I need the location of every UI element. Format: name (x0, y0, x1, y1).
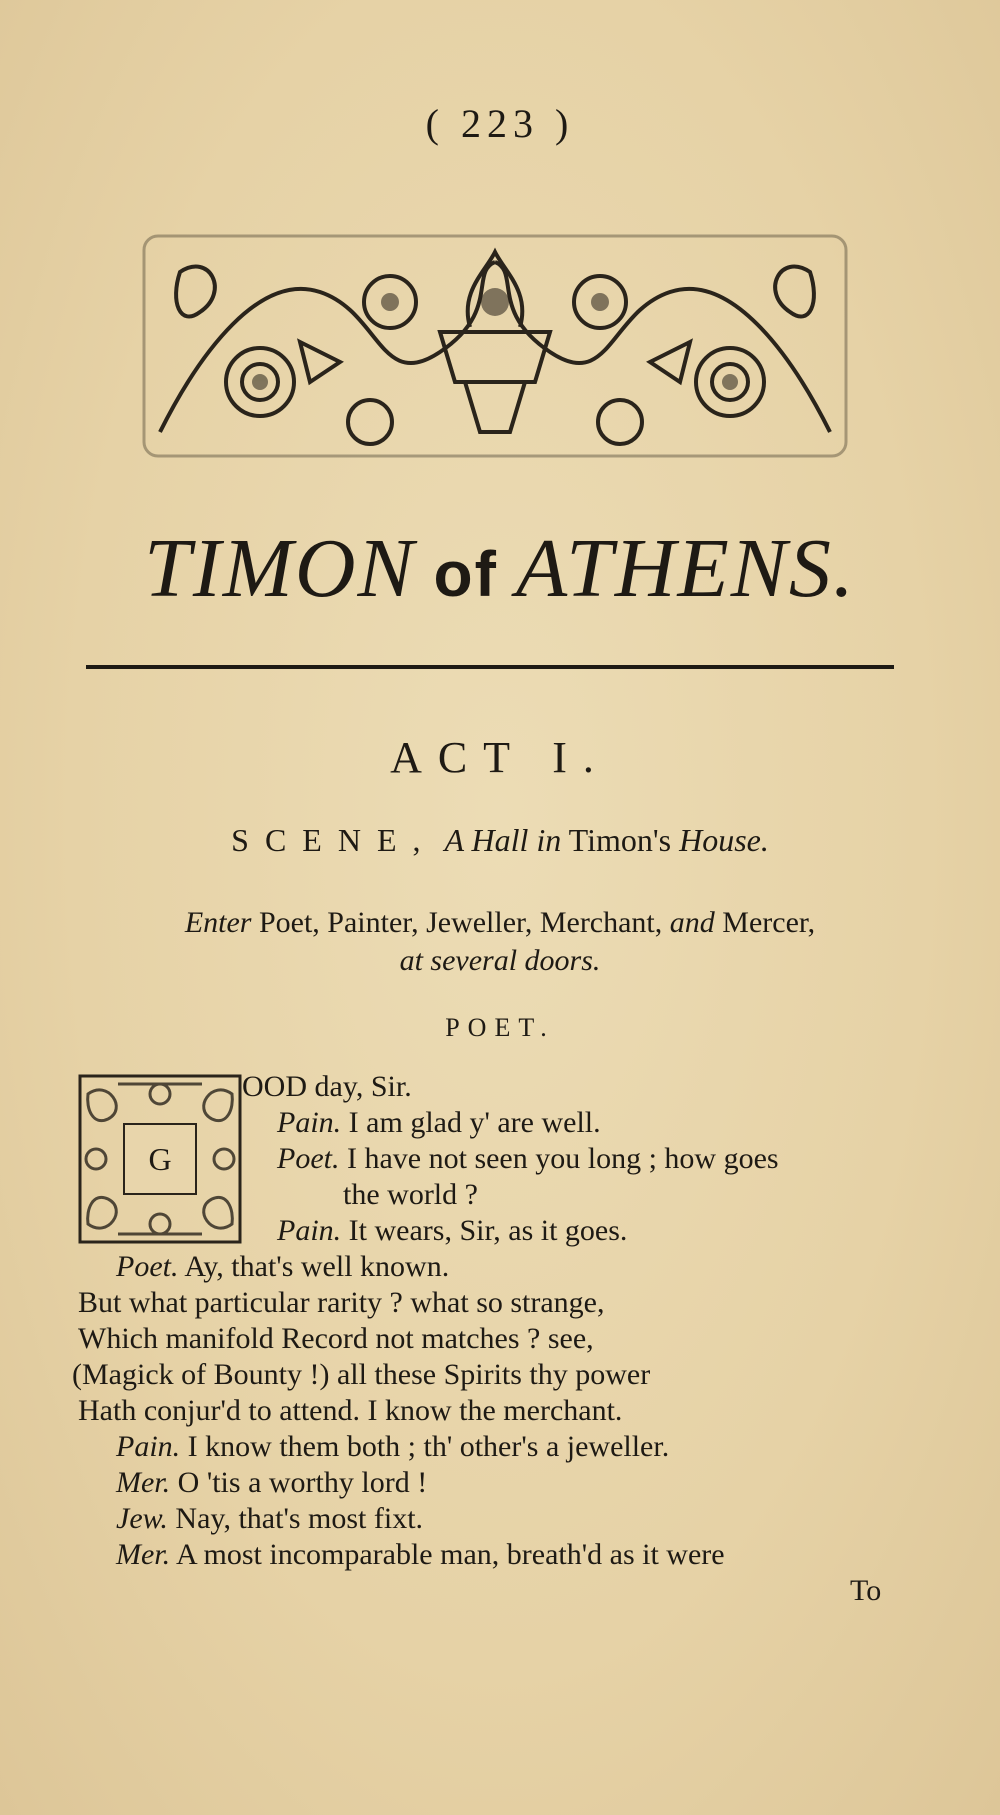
verse-line: Mer. A most incomparable man, breath'd as it were (116, 1538, 725, 1571)
verse-line: Mer. O 'tis a worthy lord ! (116, 1466, 428, 1499)
verse-line: Poet. I have not seen you long ; how goes (277, 1142, 779, 1175)
stage-direction (0, 906, 1000, 940)
scene-setting-pre: A Hall in (444, 822, 562, 858)
stage-names: Poet, Painter, Jeweller, Merchant, (258, 906, 663, 939)
act-heading: ACT I. (390, 733, 610, 782)
drop-cap-letter: G (148, 1141, 172, 1177)
verse-line: Jew. Nay, that's most fixt. (116, 1502, 424, 1535)
verse-line: (Magick of Bounty !) all these Spirits thy power (72, 1358, 651, 1391)
verse-line: Pain. I know them both ; th' other's a jeweller. (116, 1430, 670, 1463)
verse-line: Pain. It wears, Sir, as it goes. (277, 1214, 628, 1247)
stage-direction-line2: at several doors. (399, 944, 601, 977)
play-title (0, 520, 1000, 617)
scene-label: SCENE, (231, 822, 437, 858)
verse-line: Hath conjur'd to attend. I know the merchant. (78, 1394, 623, 1427)
verse-line: the world ? (343, 1178, 478, 1211)
title-athens: ATHENS. (515, 522, 856, 615)
verse-line: Pain. I am glad y' are well. (277, 1106, 601, 1139)
scene-heading (0, 822, 1000, 859)
title-of: of (433, 538, 498, 610)
verse-line: OOD day, Sir. (242, 1070, 412, 1103)
scene-name: Timon's (568, 822, 672, 858)
speaker-heading: POET. (445, 1013, 555, 1042)
verse-line: But what particular rarity ? what so strange, (78, 1286, 605, 1319)
page-number: ( 223 ) (425, 101, 575, 146)
stage-enter: Enter (184, 906, 252, 939)
stage-last: Mercer, (722, 906, 816, 939)
verse-line: Which manifold Record not matches ? see, (78, 1322, 594, 1355)
decorated-initial-frame-icon (78, 1074, 242, 1244)
scene-setting-post: House. (679, 822, 769, 858)
catchword: To (850, 1574, 882, 1607)
floral-headpiece-ornament-icon (140, 232, 850, 460)
title-divider (86, 665, 894, 669)
verse-line: Poet. Ay, that's well known. (116, 1250, 450, 1283)
stage-and: and (669, 906, 715, 939)
title-timon: TIMON (144, 522, 416, 615)
